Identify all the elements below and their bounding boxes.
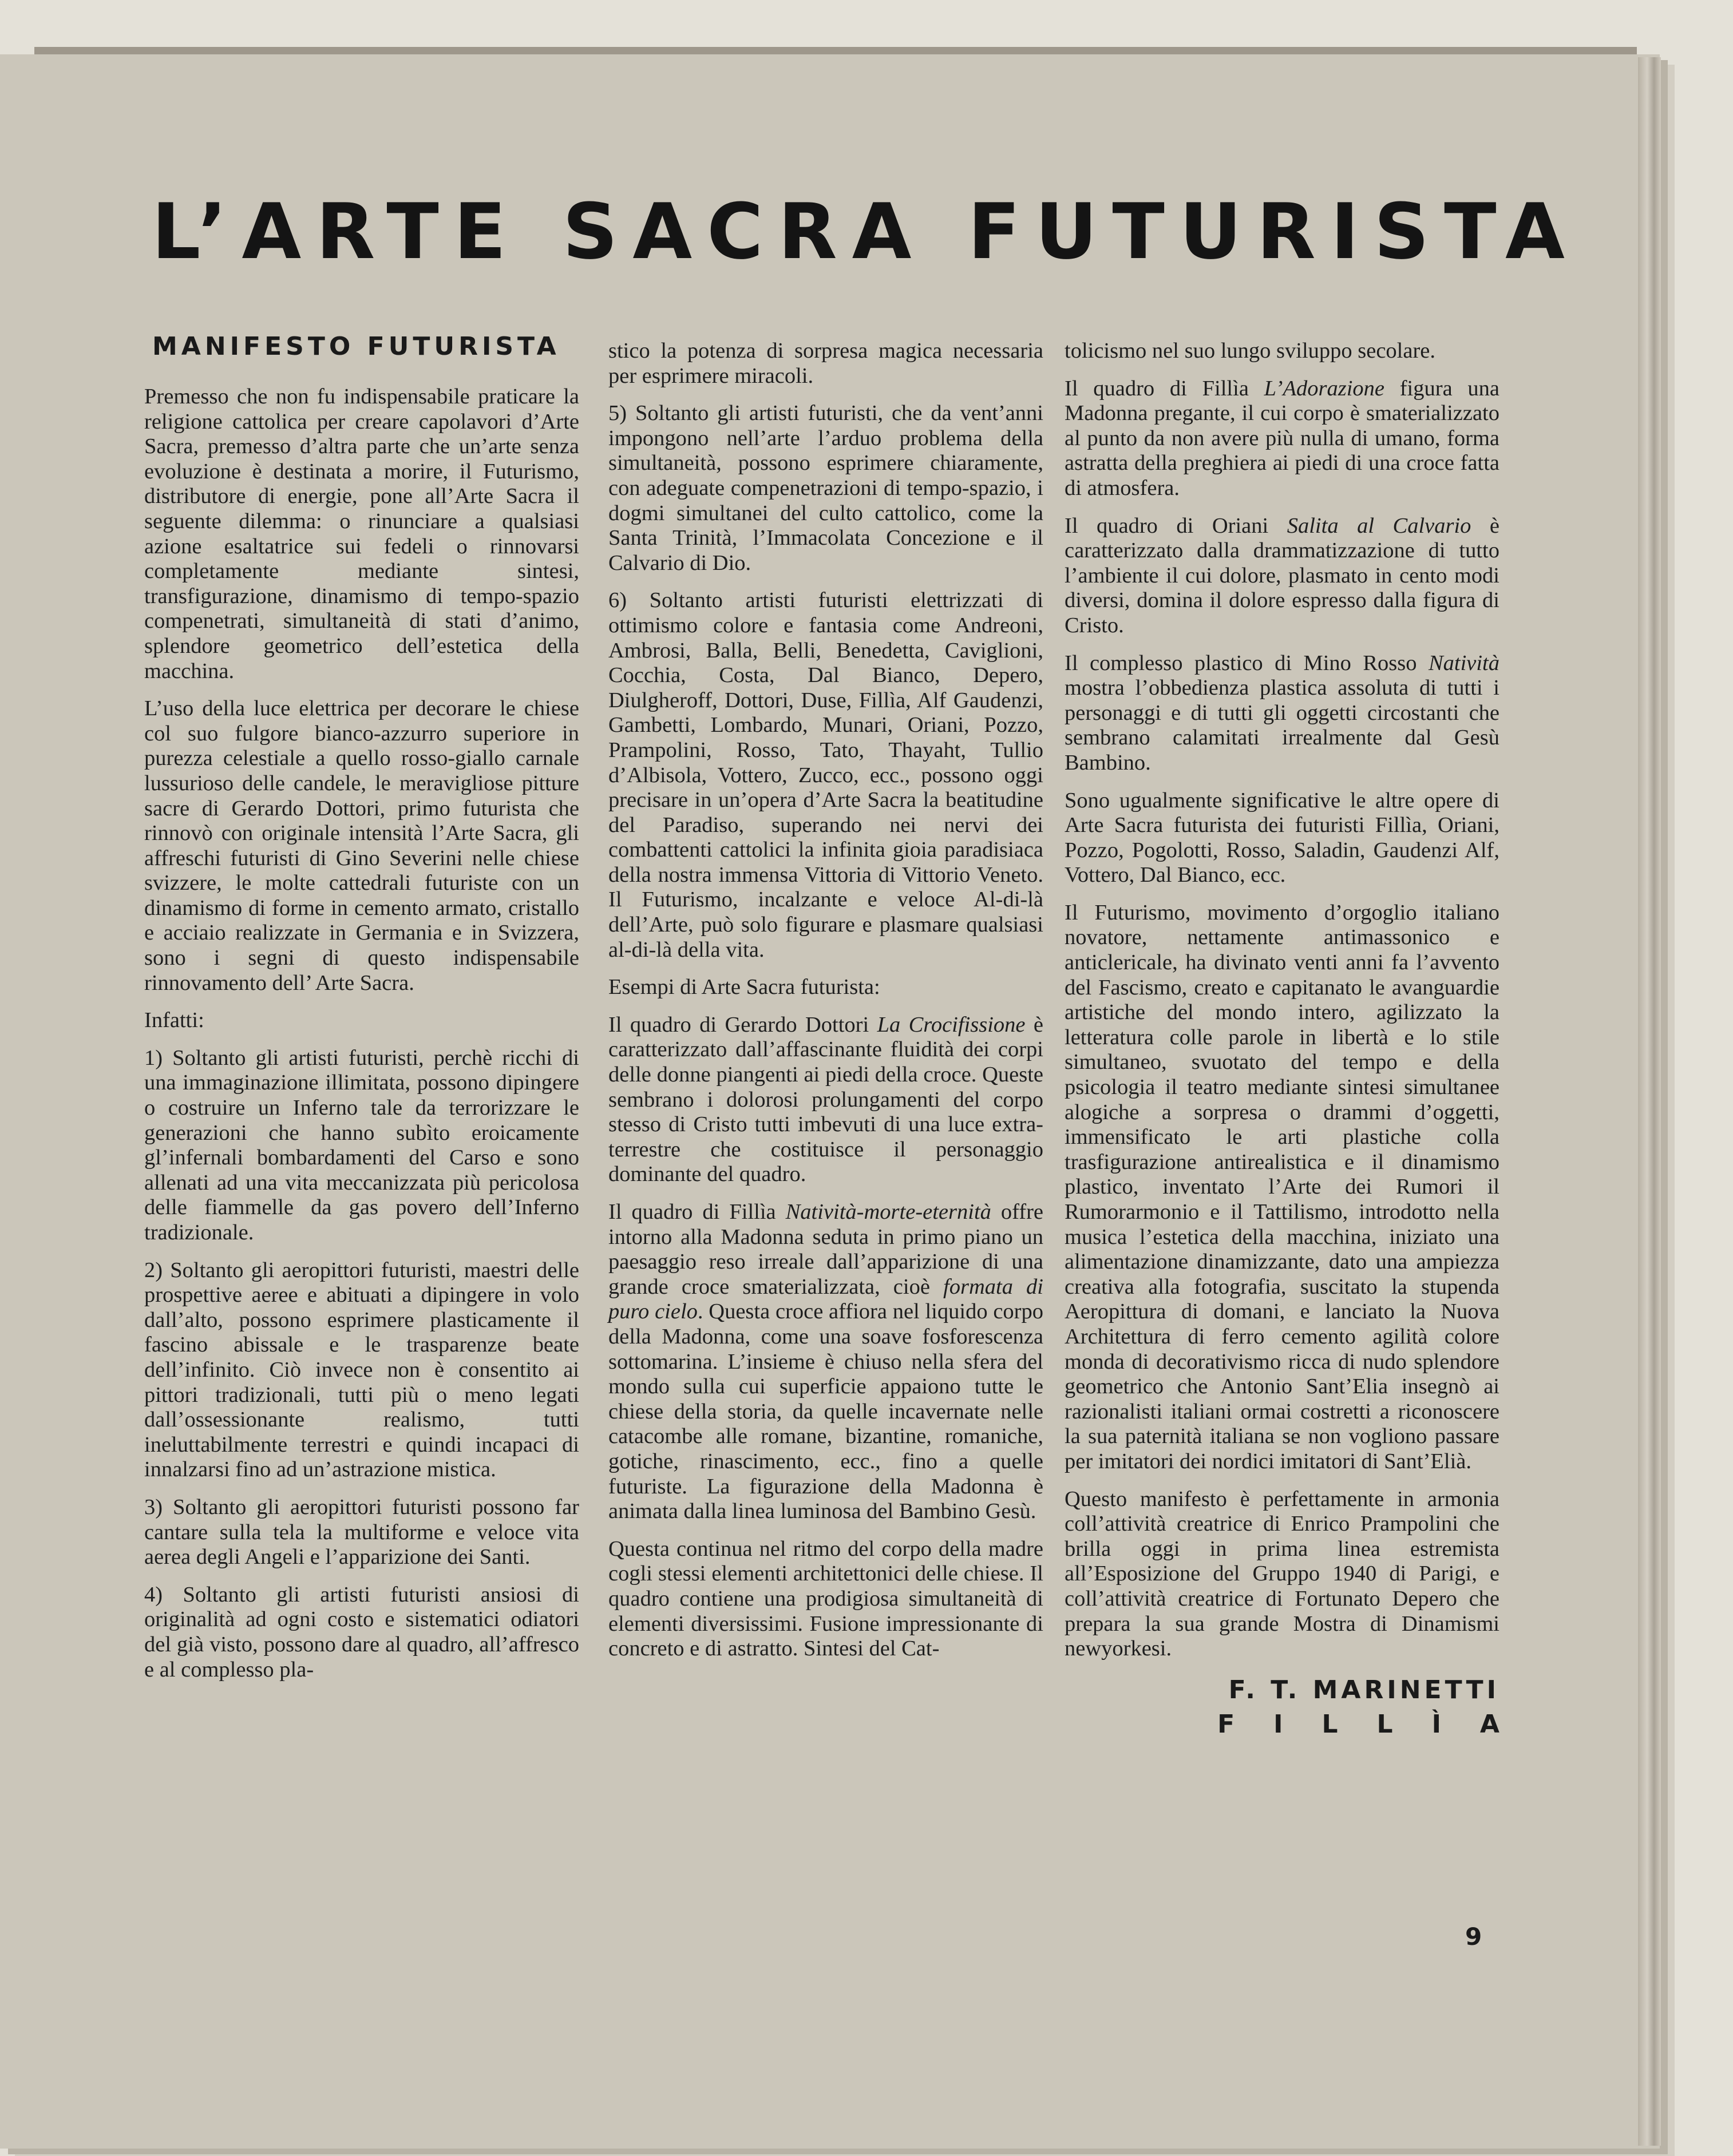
text-run: offre intorno alla Madonna seduta in primo piano un paesaggio reso irreale dall’apparizione di una grande croce smaterializzata, cioè xyxy=(608,1200,1043,1299)
text-run: . Questa croce affiora nel liquido corpo della Madonna, come una soave fosforescenza sottomarina. L’insieme è chiuso nella sfera del mondo sulla cui superficie appaiono tutte le chiese della storia, da quelle incavernate nelle catacombe alle romane, bizantine, romaniche, gotiche, rinascimento, ecc., fino a quelle futuriste. La figurazione della Madonna è animata dalla linea luminosa del Bambino Gesù. xyxy=(608,1299,1043,1524)
paragraph: Il Futurismo, movimento d’orgoglio italiano novatore, nettamente antimassonico e anticlericale, ha divinato venti anni fa l’avvento del Fascismo, creato e capitanato le avanguardie artistiche del mondo intero, agilizzato la letteratura colle parole in libertà e lo stile simultaneo, svuotato del tempo e della psicologia il teatro mediante sintesi simultanee alogiche a sorpresa o drammi d’oggetti, immensificato le arti plastiche colla trasfigurazione antirealistica e il dinamismo plastico, inventato l’Arte dei Rumori il Rumorarmonio e il Tattilismo, introdotto nella musica l’estetica della macchina, iniziato una alimentazione dinamizzante, dato una ampiezza creativa alla fotografia, suscitato la stupenda Aeropittura di domani, e lanciato la Nuova Architettura di ferro cemento agilità colore monda di decorativismo ricca di nudo splendore geometrico che Antonio Sant’Elia insegnò ai razionalisti italiani ormai costretti a riconoscere la sua paternità italiana se non vogliono passare per imitatori dei nordici imitatori di Sant’Elià. xyxy=(1065,900,1499,1473)
text-column-3 xyxy=(1065,339,1538,1741)
artwork-title: La Crocifissione xyxy=(877,1012,1026,1037)
paragraph xyxy=(1065,651,1499,776)
text-column-2 xyxy=(608,339,1043,1674)
text-run: Il quadro di Oriani xyxy=(1065,513,1287,538)
paragraph: tolicismo nel suo lungo sviluppo secolare. xyxy=(1065,339,1435,363)
text-column-1 xyxy=(144,332,579,1695)
text-run: Il quadro di Fillìa xyxy=(1065,376,1264,401)
paragraph: 2) Soltanto gli aeropittori futuristi, maestri delle prospettive aeree e abituati a dipingere in volo dall’alto, possono esprimere plasticamente il fascino abissale e le trasparenze beate dell’infinito. Ciò invece non è consentito ai pittori tradizionali, tutti più o meno legati dall’ossessionante realismo, tutti ineluttabilmente terrestri e quindi incapaci di innalzarsi fino ad un’astrazione mistica. xyxy=(144,1258,579,1482)
paragraph: 4) Soltanto gli artisti futuristi ansiosi di originalità ad ogni costo e sistematici odiatori del già visto, possono dare al quadro, all’affresco e al complesso pla- xyxy=(144,1582,579,1682)
text-run: mostra l’obbedienza plastica assoluta di tutti i personaggi e di tutti gli oggetti circostanti che sembrano calamitati irrealmente dal Gesù Bambino. xyxy=(1065,676,1499,775)
artwork-title: L’Adorazione xyxy=(1264,376,1384,401)
paragraph: 1) Soltanto gli artisti futuristi, perchè ricchi di una immaginazione illimitata, possono dipingere o costruire un Inferno tale da terrorizzare le generazioni che hanno subìto eroicamente gl’infernali bombardamenti del Carso e sono allenati ad una vita meccanizzata più pericolosa delle fiammelle da gas povero dell’Inferno tradizionale. xyxy=(144,1045,579,1245)
paragraph: L’uso della luce elettrica per decorare le chiese col suo fulgore bianco-azzurro superiore in purezza celestiale a quello rosso-giallo carnale lussurioso delle candele, le meravigliose pitture sacre di Gerardo Dottori, primo futurista che rinnovò con originale intensità l’Arte Sacra, gli affreschi futuristi di Gino Severini nelle chiese svizzere, le molte cattedrali futuriste con un dinamismo di forme in cemento armato, cristallo e acciaio realizzate in Germania e in Svizzera, sono i segni di questo indispensabile rinnovamento dell’ Arte Sacra. xyxy=(144,696,579,995)
page-number: 9 xyxy=(1465,1923,1482,1951)
artwork-title: Natività xyxy=(1428,651,1499,675)
text-run: Il quadro di Gerardo Dottori xyxy=(608,1012,877,1037)
paragraph: stico la potenza di sorpresa magica necessaria per esprimere miracoli. xyxy=(608,339,1043,388)
paragraph: Esempi di Arte Sacra futurista: xyxy=(608,975,880,1000)
paragraph: Sono ugualmente significative le altre opere di Arte Sacra futurista dei futuristi Fillìa, Oriani, Pozzo, Pogolotti, Rosso, Saladin, Gaudenzi Alf, Vottero, Dal Bianco, ecc. xyxy=(1065,788,1499,887)
artwork-title: Natività-morte-eternità xyxy=(785,1200,991,1224)
manifesto-subtitle: MANIFESTO FUTURISTA xyxy=(152,332,560,361)
paragraph: 6) Soltanto artisti futuristi elettrizzati di ottimismo colore e fantasia come Andreoni, Ambrosi, Balla, Belli, Benedetta, Caviglioni, Cocchia, Costa, Dal Bianco, Depero, Diulgheroff, Dottori, Duse, Fillìa, Alf Gaudenzi, Gambetti, Lombardo, Munari, Oriani, Pozzo, Prampolini, Rosso, Tato, Thayaht, Tullio d’Albisola, Vottero, Zucco, ecc., possono oggi precisare in un’opera d’Arte Sacra la beatitudine del Paradiso, superando nei nervi dei combattenti cattolici la infinita gioia paradisiaca della nostra immensa Vittoria di Vittorio Veneto. Il Futurismo, incalzante e veloce Al-di-là dell’Arte, può solo figurare e plasmare qualsiasi al-di-là della vita. xyxy=(608,588,1043,962)
page-title: L’ARTE SACRA FUTURISTA xyxy=(152,187,1580,276)
text-run: Il complesso plastico di Mino Rosso xyxy=(1065,651,1429,675)
signature-marinetti: F. T. MARINETTI xyxy=(1228,1675,1499,1705)
text-run: figura una Madonna pregante, il cui corpo è smaterializzato al punto da non avere più nulla di umano, forma astratta della preghiera ai piedi di una croce fatta di atmosfera. xyxy=(1065,376,1499,500)
text-run: è caratterizzato dalla drammatizzazione di tutto l’ambiente il cui dolore, plasmato in cento modi diversi, domina il dolore espresso dalla figura di Cristo. xyxy=(1065,513,1500,637)
paragraph xyxy=(608,1013,1043,1187)
paragraph: Premesso che non fu indispensabile praticare la religione cattolica per creare capolavori d’Arte Sacra, premesso d’altra parte che un’arte senza evoluzione è destinata a morire, il Futurismo, distributore di energie, pone all’Arte Sacra il seguente dilemma: o rinunciare a qualsiasi azione esaltatrice sui fedeli o rinnovarsi completamente mediante sintesi, transfigurazione, dinamismo di tempo-spazio compenetrati, simultaneità di stati d’animo, splendore geometrico dell’estetica della macchina. xyxy=(144,385,579,683)
paragraph: Questo manifesto è perfettamente in armonia coll’attività creatrice di Enrico Prampolini che brilla oggi in prima linea estremista all’Esposizione del Gruppo 1940 di Parigi, e coll’attività creatrice di Fortunato Depero che prepara la sua grande Mostra di Dinamismi newyorkesi. xyxy=(1065,1487,1499,1661)
text-run: è caratterizzato dall’affascinante fluidità dei corpi delle donne piangenti ai piedi della croce. Queste sembrano i dolorosi prolungamenti del corpo stesso di Cristo tutti imbevuti di una luce extra-terrestre che costituisce il personaggio dominante del quadro. xyxy=(608,1012,1043,1187)
paragraph: Questa continua nel ritmo del corpo della madre cogli stessi elementi architettonici delle chiese. Il quadro contiene una prodigiosa simultaneità di elementi diversissimi. Fusione impressionante di concreto e di astratto. Sintesi del Cat- xyxy=(608,1536,1043,1661)
paragraph xyxy=(1065,514,1499,639)
paragraph xyxy=(608,1200,1043,1524)
emphasis: formata di puro cielo xyxy=(608,1274,1043,1324)
paragraph: 3) Soltanto gli aeropittori futuristi possono far cantare sulla tela la multiforme e veloce vita aerea degli Angeli e l’apparizione dei Santi. xyxy=(144,1495,579,1570)
page-stack-edge xyxy=(1638,57,1661,2146)
paragraph: Infatti: xyxy=(144,1008,204,1033)
artwork-title: Salita al Calvario xyxy=(1287,513,1471,538)
paragraph xyxy=(1065,376,1499,501)
paragraph: 5) Soltanto gli artisti futuristi, che da vent’anni impongono nell’arte l’arduo problema della simultaneità, possono esprimere chiaramente, con adeguate compenetrazioni di tempo-spazio, i dogmi simultanei del culto cattolico, come la Santa Trinità, l’Immacolata Concezione e il Calvario di Dio. xyxy=(608,401,1043,575)
signature-fillia: FILLÌA xyxy=(1217,1709,1538,1739)
text-run: Il quadro di Fillìa xyxy=(608,1200,786,1224)
